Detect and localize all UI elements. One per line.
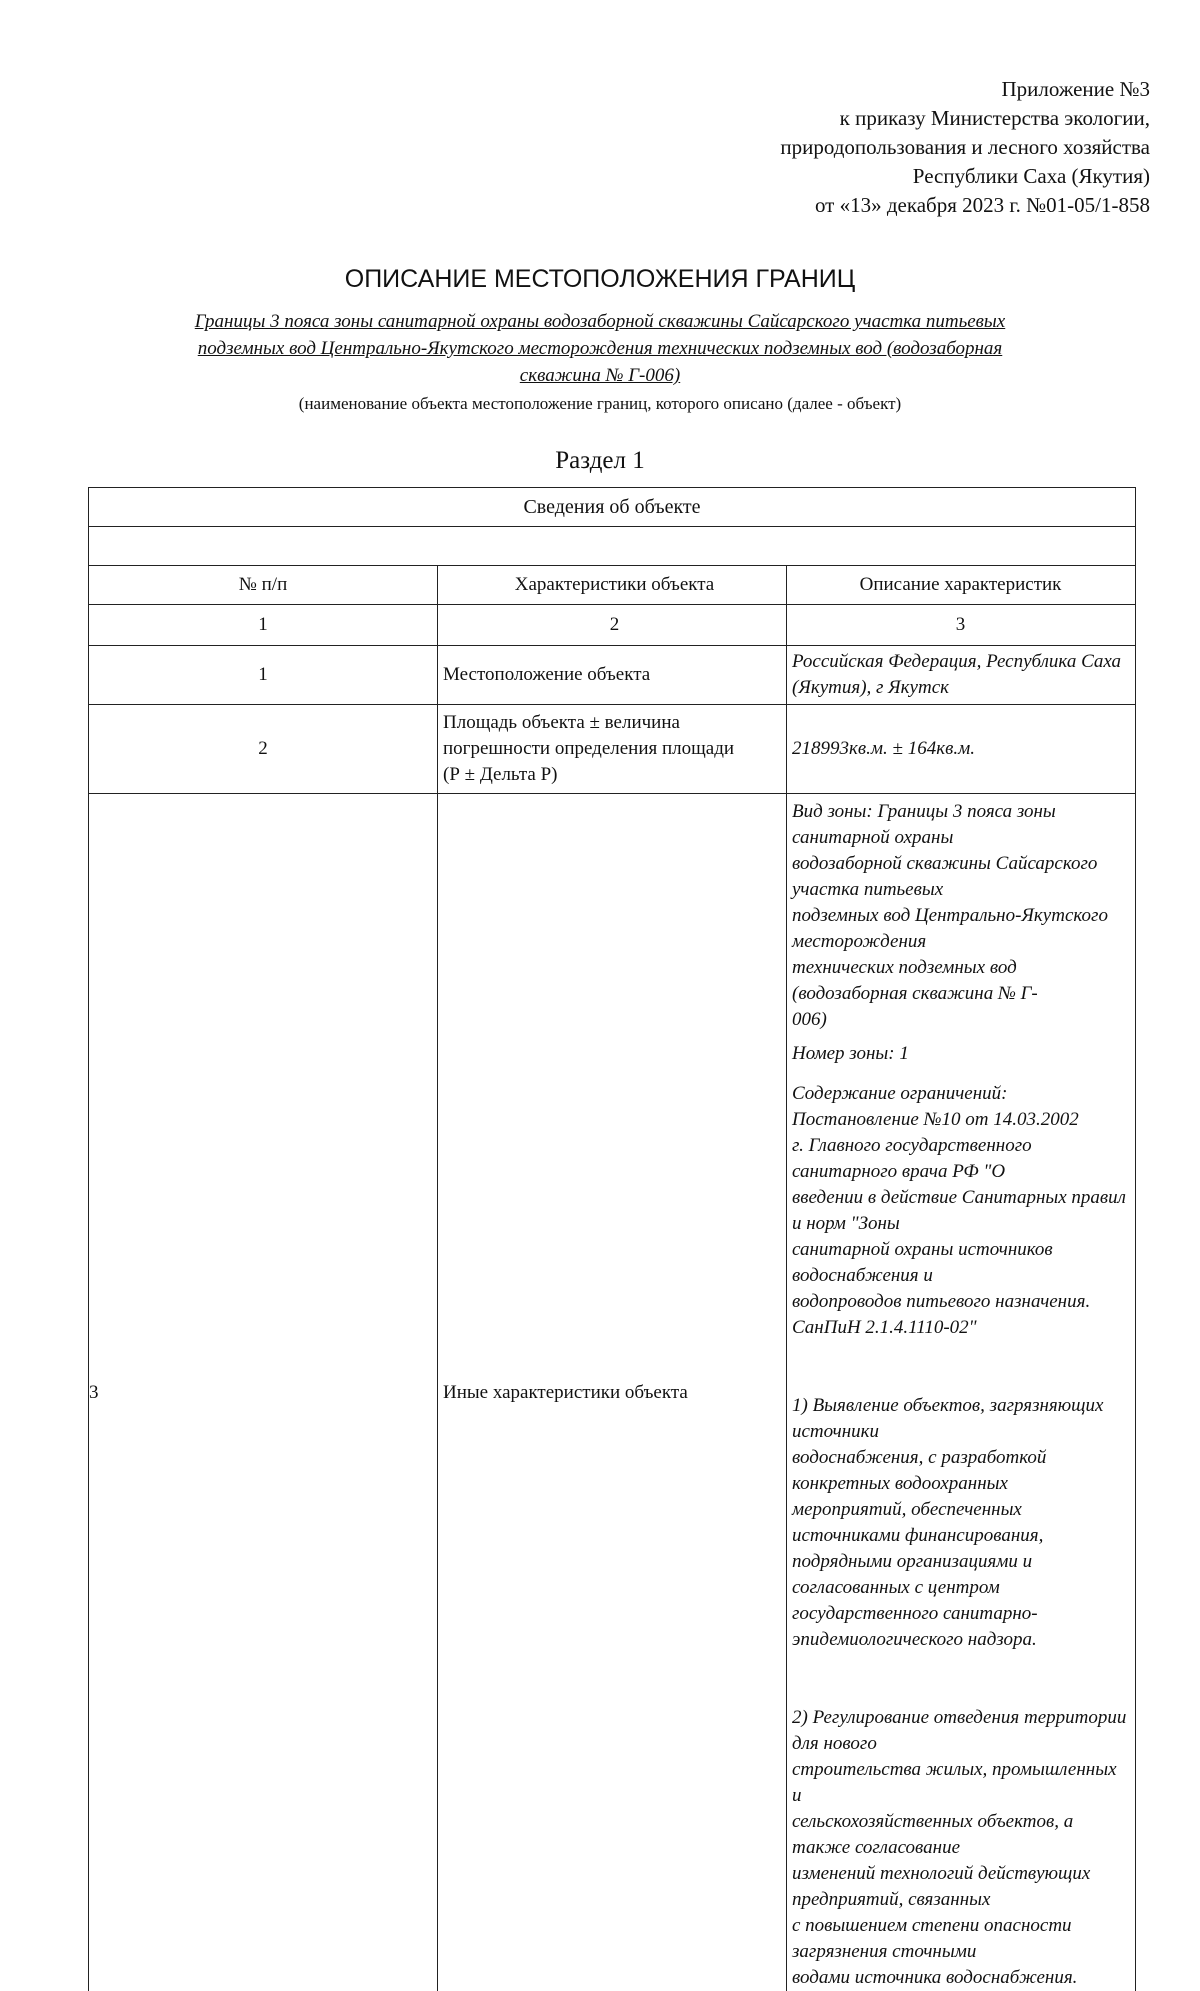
table-row [89, 794, 1136, 1991]
text-line: государственного санитарно-эпидемиологического надзора. [792, 1601, 1129, 1653]
object-name [100, 308, 1100, 389]
appendix-line: Республики Саха (Якутия) [780, 162, 1150, 191]
column-number: 2 [438, 605, 787, 646]
zone-number: Номер зоны: 1 [792, 1041, 1129, 1067]
text-line: введении в действие Санитарных правил и норм "Зоны [792, 1185, 1129, 1237]
text-line: изменений технологий действующих предприятий, связанных [792, 1861, 1129, 1913]
text-line: строительства жилых, промышленных и [792, 1757, 1129, 1809]
row-characteristic: Местоположение объекта [438, 646, 787, 705]
restriction-item-1 [792, 1393, 1129, 1653]
text-line: технических подземных вод (водозаборная скважина № Г- [792, 955, 1129, 1007]
object-name-line: Границы 3 пояса зоны санитарной охраны водозаборной скважины Сайсарского участка питьевых [100, 308, 1100, 335]
empty-cell [89, 527, 1136, 566]
text-line: водами источника водоснабжения. [792, 1965, 1129, 1991]
table-row [89, 705, 1136, 794]
row-characteristic [438, 705, 787, 794]
table-caption: Сведения об объекте [89, 488, 1136, 527]
table-caption-row [89, 488, 1136, 527]
restrictions [792, 1081, 1129, 1341]
appendix-line: к приказу Министерства экологии, [780, 104, 1150, 133]
header-characteristic: Характеристики объекта [438, 566, 787, 605]
column-number: 3 [787, 605, 1136, 646]
characteristic-line: (Р ± Дельта Р) [443, 762, 786, 788]
text-line: подземных вод Центрально-Якутского месторождения [792, 903, 1129, 955]
text-line: г. Главного государственного санитарного врача РФ "О [792, 1133, 1129, 1185]
text-line: водоснабжения, с разработкой конкретных водоохранных [792, 1445, 1129, 1497]
section-title: Раздел 1 [0, 447, 1200, 475]
restriction-item-2 [792, 1705, 1129, 1991]
header-description: Описание характеристик [787, 566, 1136, 605]
row-description: Российская Федерация, Республика Саха (Якутия), г Якутск [787, 646, 1136, 705]
text-line: с повышением степени опасности загрязнения сточными [792, 1913, 1129, 1965]
object-caption: (наименование объекта местоположение границ, которого описано (далее - объект) [0, 394, 1200, 414]
object-name-line: подземных вод Центрально-Якутского месторождения технических подземных вод (водозаборная [100, 335, 1100, 362]
text-line: мероприятий, обеспеченных источниками финансирования, [792, 1497, 1129, 1549]
text-line: сельскохозяйственных объектов, а также согласование [792, 1809, 1129, 1861]
table-row [89, 646, 1136, 705]
text-line: подрядными организациями и согласованных с центром [792, 1549, 1129, 1601]
text-line: Вид зоны: Границы 3 пояса зоны санитарной охраны [792, 799, 1129, 851]
row-description: 218993кв.м. ± 164кв.м. [787, 705, 1136, 794]
table-empty-row [89, 527, 1136, 566]
row-description [787, 794, 1136, 1991]
row-number: 3 [89, 794, 438, 1991]
text-line: Содержание ограничений: Постановление №10 от 14.03.2002 [792, 1081, 1129, 1133]
row-number: 2 [89, 705, 438, 794]
zone-type [792, 799, 1129, 1033]
document-title: ОПИСАНИЕ МЕСТОПОЛОЖЕНИЯ ГРАНИЦ [0, 265, 1200, 294]
column-number: 1 [89, 605, 438, 646]
text-line: водопроводов питьевого назначения. СанПиН 2.1.4.1110-02" [792, 1289, 1129, 1341]
column-number-row [89, 605, 1136, 646]
appendix-line: Приложение №3 [780, 75, 1150, 104]
characteristic-line: погрешности определения площади [443, 736, 786, 762]
characteristic-line: Площадь объекта ± величина [443, 710, 786, 736]
text-line: 1) Выявление объектов, загрязняющих источники [792, 1393, 1129, 1445]
text-line: санитарной охраны источников водоснабжения и [792, 1237, 1129, 1289]
appendix-line: от «13» декабря 2023 г. №01-05/1-858 [780, 191, 1150, 220]
text-line: водозаборной скважины Сайсарского участка питьевых [792, 851, 1129, 903]
header-num: № п/п [89, 566, 438, 605]
row-characteristic: Иные характеристики объекта [438, 794, 787, 1991]
row-number: 1 [89, 646, 438, 705]
table-header-row [89, 566, 1136, 605]
appendix-header [780, 75, 1150, 220]
text-line: 006) [792, 1007, 1129, 1033]
object-name-line: скважина № Г-006) [100, 362, 1100, 389]
object-info-table [88, 487, 1136, 1991]
text-line: 2) Регулирование отведения территории для нового [792, 1705, 1129, 1757]
appendix-line: природопользования и лесного хозяйства [780, 133, 1150, 162]
